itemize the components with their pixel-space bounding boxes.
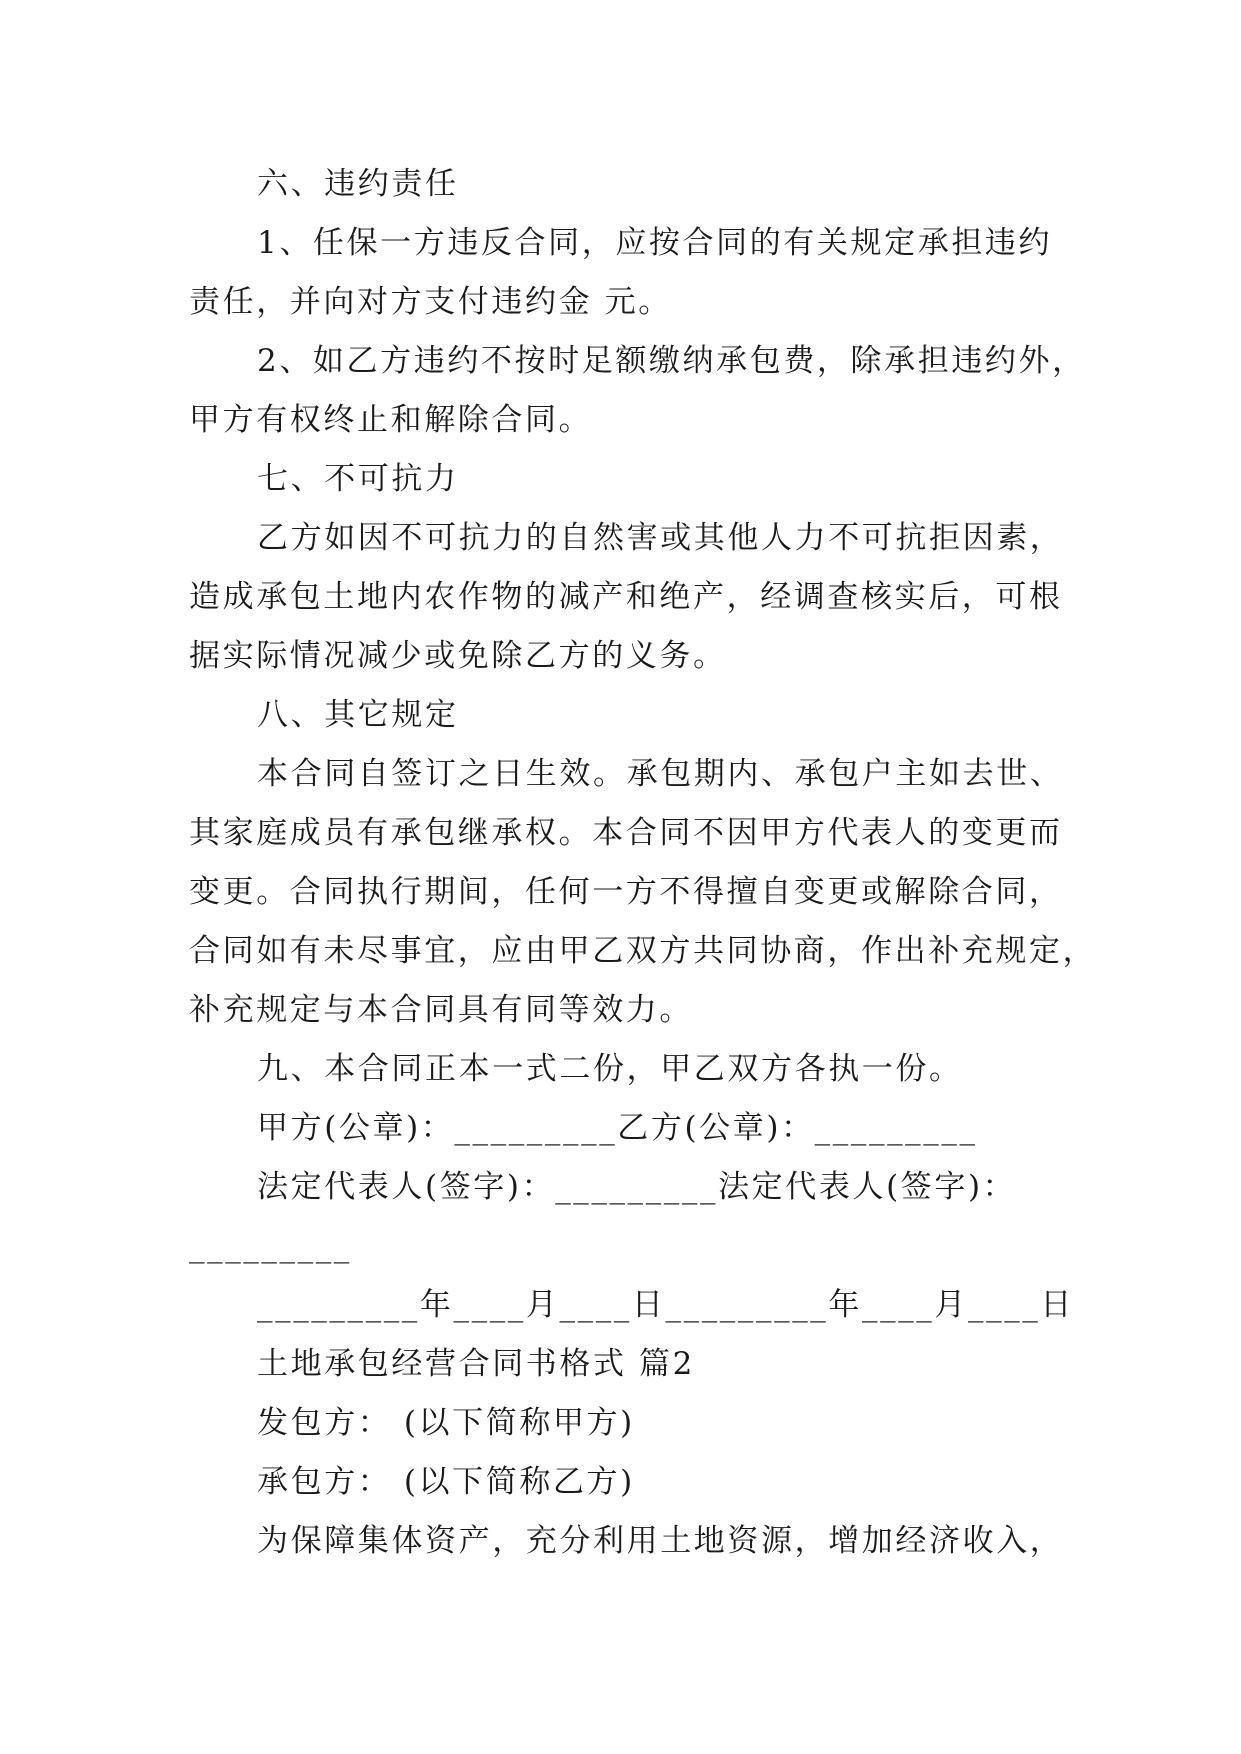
paragraph-line: 合同如有未尽事宜，应由甲乙双方共同协商，作出补充规定， bbox=[189, 933, 1097, 969]
paragraph-line: 补充规定与本合同具有同等效力。 bbox=[189, 992, 693, 1028]
paragraph-line: 责任，并向对方支付违约金 元。 bbox=[189, 284, 672, 320]
paragraph-line: 据实际情况减少或免除乙方的义务。 bbox=[189, 638, 727, 674]
signature-blank: _________ bbox=[189, 1228, 352, 1264]
section-copies: 九、本合同正本一式二份，甲乙双方各执一份。 bbox=[257, 1051, 963, 1087]
paragraph-line: 造成承包土地内农作物的减产和绝产，经调查核实后，可根 bbox=[189, 579, 1063, 615]
section-heading-breach: 六、违约责任 bbox=[257, 166, 459, 202]
section-heading-other-rules: 八、其它规定 bbox=[257, 697, 459, 733]
party-a-line: 发包方： (以下简称甲方) bbox=[257, 1405, 635, 1441]
paragraph-line: 乙方如因不可抗力的自然害或其他人力不可抗拒因素， bbox=[257, 520, 1064, 556]
section-title-part-2: 土地承包经营合同书格式 篇2 bbox=[257, 1346, 695, 1382]
paragraph-line: 其家庭成员有承包继承权。本合同不因甲方代表人的变更而 bbox=[189, 815, 1063, 851]
paragraph-line: 为保障集体资产，充分利用土地资源，增加经济收入， bbox=[257, 1523, 1064, 1559]
contract-text bbox=[189, 155, 1097, 1571]
paragraph-line: 变更。合同执行期间，任何一方不得擅自变更或解除合同， bbox=[189, 874, 1063, 910]
signature-line: 法定代表人(签字)：_________法定代表人(签字)： bbox=[257, 1169, 1017, 1205]
seal-line: 甲方(公章)：_________乙方(公章)：_________ bbox=[257, 1110, 978, 1146]
party-b-line: 承包方： (以下简称乙方) bbox=[257, 1464, 635, 1500]
paragraph-line: 甲方有权终止和解除合同。 bbox=[189, 402, 593, 438]
section-heading-force-majeure: 七、不可抗力 bbox=[257, 461, 459, 497]
paragraph-line: 1、任保一方违反合同，应按合同的有关规定承担违约 bbox=[257, 225, 1053, 261]
paragraph-line: 本合同自签订之日生效。承包期内、承包户主如去世、 bbox=[257, 756, 1064, 792]
paragraph-line: 2、如乙方违约不按时足额缴纳承包费，除承担违约外， bbox=[257, 343, 1086, 379]
date-line: _________年____月____日_________年____月____日 bbox=[257, 1287, 1074, 1323]
